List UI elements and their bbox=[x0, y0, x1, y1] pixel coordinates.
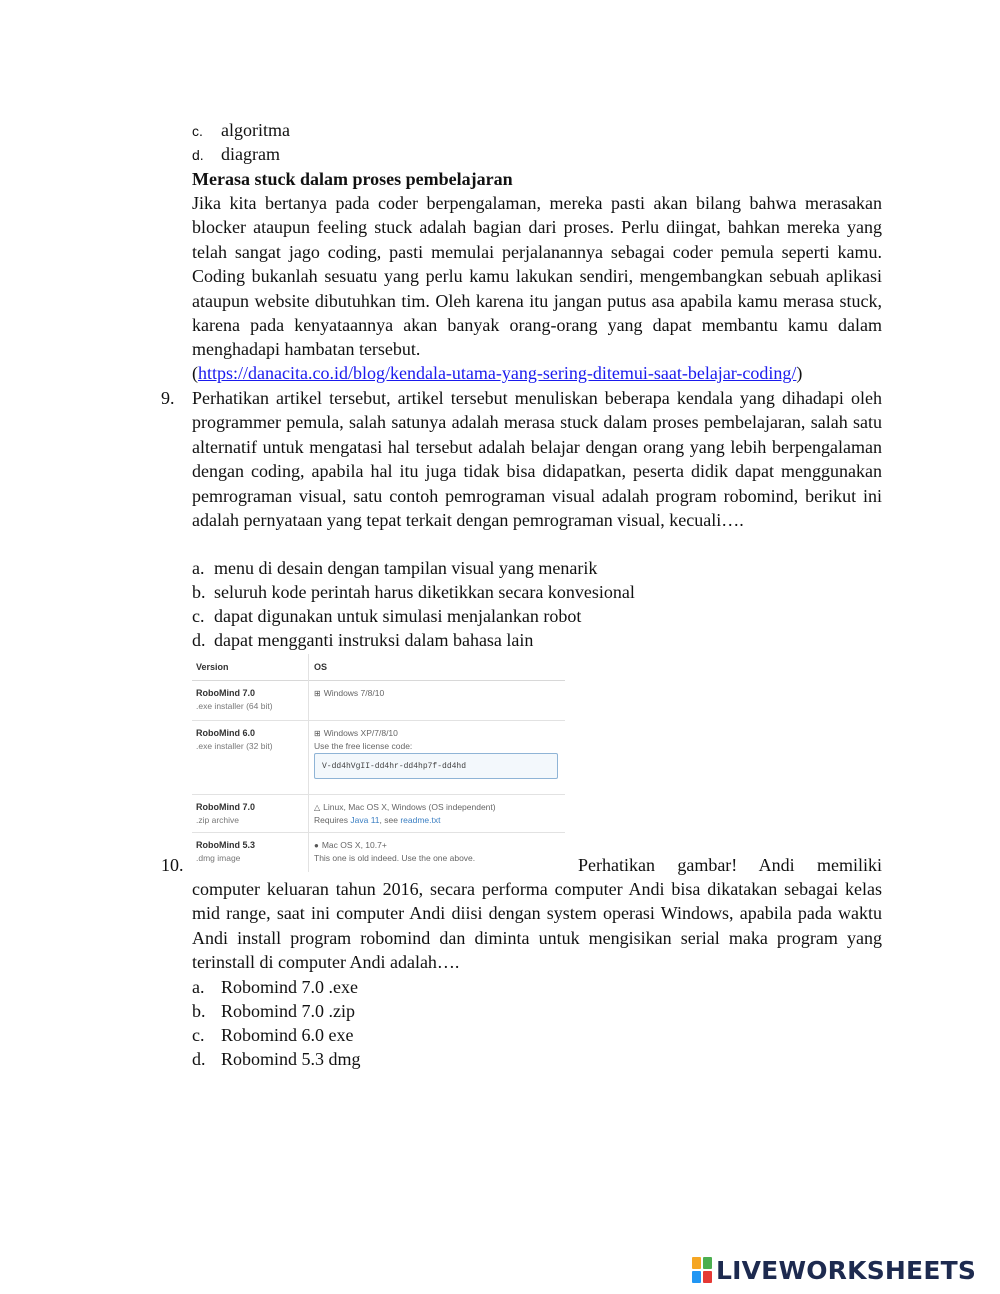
column-divider bbox=[308, 654, 309, 872]
option-text: dapat digunakan untuk simulasi menjalankan robot bbox=[214, 606, 582, 626]
question-10-lead: Perhatikan gambar! Andi memiliki bbox=[578, 855, 882, 875]
row2-os-text: Windows XP/7/8/10 bbox=[323, 728, 398, 738]
logo-icon bbox=[692, 1257, 712, 1283]
q10-option-c[interactable] bbox=[192, 1023, 354, 1047]
option-text: Robomind 7.0 .exe bbox=[221, 977, 358, 997]
row3-note bbox=[314, 815, 440, 825]
row1-version: RoboMind 7.0 bbox=[196, 688, 255, 698]
note-prefix: Requires bbox=[314, 815, 351, 825]
robomind-download-table-image bbox=[192, 654, 565, 872]
question-9-text: Perhatikan artikel tersebut, artikel tersebut menuliskan beberapa kendala yang dihadapi oleh programmer pemula, salah satunya adalah merasa stuck dalam proses pembelajaran, salah satu alternatif untuk mengatasi hal tersebut adalah belajar dengan orang yang lebih berpengalaman dengan coding, apabila hal itu juga tidak bisa didapatkan, peserta didik dapat menggunakan pemrograman visual, satu contoh pemrograman visual adalah program robomind, berikut ini adalah pernyataan yang tepat terkait dengan pemrograman visual, kecuali…. bbox=[192, 388, 882, 531]
option-letter: c. bbox=[192, 123, 203, 139]
windows-icon: ⊞ bbox=[314, 729, 321, 738]
apple-icon: ● bbox=[314, 841, 319, 850]
option-letter: b. bbox=[192, 1001, 206, 1021]
question-10-number: 10. bbox=[161, 855, 184, 875]
row1-package: .exe installer (64 bit) bbox=[196, 701, 273, 711]
option-letter: c. bbox=[192, 1025, 205, 1045]
q9-option-a[interactable] bbox=[192, 556, 597, 580]
option-c bbox=[192, 118, 290, 143]
windows-icon: ⊞ bbox=[314, 689, 321, 698]
option-letter: d. bbox=[192, 147, 204, 163]
article-source bbox=[192, 361, 802, 385]
row4-note: This one is old indeed. Use the one above. bbox=[314, 853, 476, 863]
article-heading: Merasa stuck dalam proses pembelajaran bbox=[192, 169, 513, 189]
header-version: Version bbox=[196, 662, 229, 672]
option-text: Robomind 7.0 .zip bbox=[221, 1001, 355, 1021]
option-d bbox=[192, 142, 280, 167]
option-text: seluruh kode perintah harus diketikkan secara konvesional bbox=[214, 582, 635, 602]
logo-square bbox=[692, 1257, 701, 1269]
row1-os-text: Windows 7/8/10 bbox=[323, 688, 385, 698]
row2-os bbox=[314, 728, 398, 738]
source-close-paren: ) bbox=[796, 363, 803, 383]
question-9-number: 9. bbox=[161, 388, 175, 408]
java-link[interactable]: Java 11 bbox=[350, 815, 380, 825]
row3-os bbox=[314, 802, 496, 812]
header-os: OS bbox=[314, 662, 328, 672]
q10-option-a[interactable] bbox=[192, 975, 358, 999]
row4-os-text: Mac OS X, 10.7+ bbox=[321, 840, 387, 850]
row4-os bbox=[314, 840, 387, 850]
linux-icon: △ bbox=[314, 803, 321, 812]
logo-text: LIVEWORKSHEETS bbox=[716, 1255, 977, 1285]
q10-option-b[interactable] bbox=[192, 999, 355, 1023]
logo-square bbox=[692, 1271, 701, 1283]
row-divider bbox=[192, 720, 565, 721]
q10-option-d[interactable] bbox=[192, 1047, 361, 1071]
option-letter: d. bbox=[192, 1049, 206, 1069]
q9-option-c[interactable] bbox=[192, 604, 581, 628]
row4-version: RoboMind 5.3 bbox=[196, 840, 255, 850]
row-divider bbox=[192, 832, 565, 833]
option-text: Robomind 5.3 dmg bbox=[221, 1049, 361, 1069]
row3-version: RoboMind 7.0 bbox=[196, 802, 255, 812]
liveworksheets-logo[interactable] bbox=[692, 1253, 976, 1287]
row1-os bbox=[314, 688, 384, 698]
option-text: dapat mengganti instruksi dalam bahasa lain bbox=[214, 630, 534, 650]
article-body: Jika kita bertanya pada coder berpengalaman, mereka pasti akan bilang bahwa merasakan blocker ataupun feeling stuck adalah bagian dari proses. Perlu diingat, bahkan mereka yang telah sangat jago coding, pasti memulai perjalanannya sebagai coder pemula seperti kamu. Coding bukanlah sesuatu yang perlu kamu lakukan sendiri, mengembangkan sebuah aplikasi ataupun website dibutuhkan tim. Oleh karena itu jangan putus asa apabila kamu merasa stuck, karena pada kenyataannya akan banyak orang-orang yang dapat membantu kamu dalam menghadapi hambatan tersebut. bbox=[192, 193, 882, 360]
row3-os-text: Linux, Mac OS X, Windows (OS independent) bbox=[323, 802, 496, 812]
note-mid: , see bbox=[379, 815, 401, 825]
logo-square bbox=[703, 1257, 712, 1269]
row2-package: .exe installer (32 bit) bbox=[196, 741, 273, 751]
table-header bbox=[192, 654, 565, 681]
option-letter: b. bbox=[192, 582, 206, 602]
question-10-text: computer keluaran tahun 2016, secara performa computer Andi bisa dikatakan sebagai kelas mid range, saat ini computer Andi diisi dengan system operasi Windows, apabila pada waktu Andi install program robomind dan diminta untuk mengisikan serial maka program yang terinstall di computer Andi adalah…. bbox=[192, 879, 882, 973]
option-text: Robomind 6.0 exe bbox=[221, 1025, 354, 1045]
row2-version: RoboMind 6.0 bbox=[196, 728, 255, 738]
row3-package: .zip archive bbox=[196, 815, 239, 825]
option-letter: a. bbox=[192, 977, 205, 997]
option-text: menu di desain dengan tampilan visual yang menarik bbox=[214, 558, 598, 578]
logo-square bbox=[703, 1271, 712, 1283]
row4-package: .dmg image bbox=[196, 853, 241, 863]
option-letter: a. bbox=[192, 558, 205, 578]
option-letter: d. bbox=[192, 630, 206, 650]
row2-note: Use the free license code: bbox=[314, 741, 413, 751]
readme-link[interactable]: readme.txt bbox=[400, 815, 441, 825]
option-letter: c. bbox=[192, 606, 205, 626]
source-open-paren: ( bbox=[192, 363, 198, 383]
q9-option-d[interactable] bbox=[192, 628, 533, 652]
option-text: algoritma bbox=[221, 120, 290, 140]
q9-option-b[interactable] bbox=[192, 580, 635, 604]
source-link[interactable]: https://danacita.co.id/blog/kendala-utama-yang-sering-ditemui-saat-belajar-coding/ bbox=[198, 363, 797, 383]
option-text: diagram bbox=[221, 144, 280, 164]
row-divider bbox=[192, 794, 565, 795]
license-code-field[interactable]: V-dd4hVgII-dd4hr-dd4hp7f-dd4hd bbox=[314, 753, 558, 779]
